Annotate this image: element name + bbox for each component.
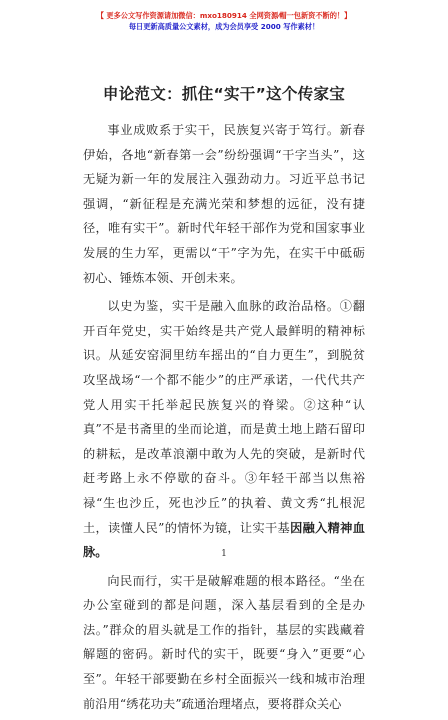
- paragraph-2: [83, 294, 365, 565]
- promo-line-red: 【 更多公文写作资源请加微信：mxo180914 全网资源⁄帽一包新资不断的！】: [96, 11, 352, 20]
- page-number: 1: [221, 549, 227, 559]
- paragraph-2-bold: 因融入精神血脉。: [83, 520, 365, 560]
- document-title: 申论范文：抓住“实干”这个传家宝: [102, 85, 346, 103]
- paragraph-3: [83, 569, 365, 717]
- promo-banner: [0, 10, 448, 32]
- document-body: [83, 118, 365, 720]
- paragraph-2-text: 以史为鉴，实干是融入血脉的政治品格。①翻开百年党史，实干始终是共产党人最鲜明的精神标识。从延安窑洞里纺车摇出的“自力更生”，到脱贫攻坚战场“一个都不能少”的庄严承诺，一代代共产党人用实干托举起民族复兴的脊梁。②这种“认真”不是书斋里的坐而论道，而是黄土地上踏石留印的耕耘，是改革浪潮中敢为人先的突破，是新时代赶考路上永不停歇的奋斗。③年轻干部当以焦裕禄“生也沙丘，死也沙丘”的执着、黄文秀“扎根泥土，读懂人民”的情怀为镜，让实干基: [83, 299, 365, 535]
- paragraph-3-text: 向民而行，实干是破解难题的根本路径。“坐在办公室碰到的都是问题，深入基层看到的全是办法。”群众的眉头就是工作的指针，基层的实践藏着解题的密码。新时代的实干，既要“身入”更要“心至”。年轻干部要勤在乡村全面振兴一线和城市治理前沿用“绣花功夫”疏通治理堵点，要将群众关心: [83, 573, 365, 711]
- paragraph-1-text: 事业成败系于实干，民族复兴寄于笃行。新春伊始，各地“新春第一会”纷纷强调“干字当头”，这无疑为新一年的发展注入强劲动力。习近平总书记强调，“新征程是充满光荣和梦想的远征，没有捷径，唯有实干”。新时代年轻干部作为党和国家事业发展的生力军，更需以“干”字为先，在实干中砥砺初心、锤炼本领、开创未来。: [83, 123, 365, 285]
- promo-line-blue: 每日更新高质量公文素材，成为会员享受 2000 写作素材！: [128, 22, 320, 31]
- paragraph-1: [83, 118, 365, 290]
